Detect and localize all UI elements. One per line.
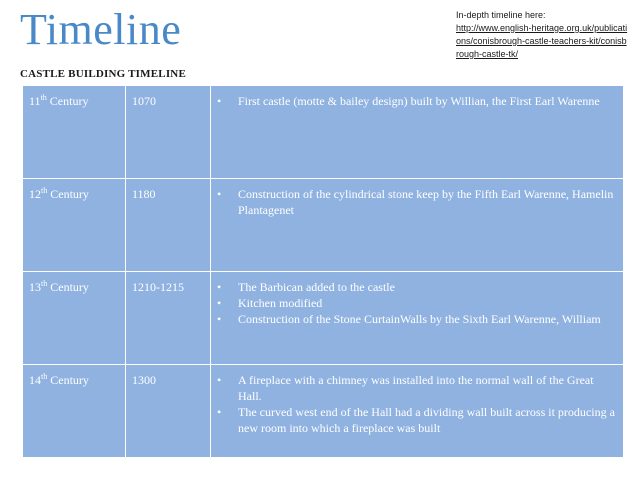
century-suffix: th: [41, 279, 48, 288]
timeline-row: [23, 365, 624, 458]
events-cell: [211, 365, 624, 458]
century-cell: [23, 272, 126, 365]
event-item: [217, 404, 617, 436]
century-word: Century: [50, 280, 89, 294]
note-label: In-depth timeline here:: [456, 10, 546, 20]
event-text: Construction of the Stone CurtainWalls by the Sixth Earl Warenne, William: [238, 312, 601, 326]
event-item: [217, 372, 617, 404]
page-title: Timeline: [20, 5, 182, 54]
century-suffix: th: [41, 372, 48, 381]
event-text: The Barbican added to the castle: [238, 280, 395, 294]
event-item: [217, 311, 617, 327]
century-word: Century: [50, 187, 89, 201]
century-number: 11: [29, 94, 41, 108]
bullet-icon: •: [217, 296, 222, 310]
century-cell: [23, 365, 126, 458]
event-text: The curved west end of the Hall had a dividing wall built across it producing a new room into which a fireplace was built: [238, 405, 615, 435]
bullet-icon: •: [217, 280, 222, 294]
century-number: 12: [29, 187, 41, 201]
century-word: Century: [49, 94, 89, 108]
bullet-icon: •: [217, 94, 222, 108]
event-item: [217, 186, 617, 218]
year-cell: 1300: [126, 365, 211, 458]
events-cell: [211, 86, 624, 179]
events-cell: [211, 179, 624, 272]
event-list: [217, 186, 617, 218]
bullet-icon: •: [217, 405, 222, 419]
event-list: [217, 93, 617, 109]
timeline-body: [23, 86, 624, 458]
event-text: Construction of the cylindrical stone keep by the Fifth Earl Warenne, Hamelin Plantagenet: [238, 187, 614, 217]
timeline-note: [456, 9, 628, 61]
bullet-icon: •: [217, 187, 222, 201]
event-item: [217, 295, 617, 311]
year-cell: 1070: [126, 86, 211, 179]
timeline-row: [23, 272, 624, 365]
event-text: A fireplace with a chimney was installed into the normal wall of the Great Hall.: [238, 373, 594, 403]
page-subtitle: CASTLE BUILDING TIMELINE: [20, 68, 186, 80]
event-text: First castle (motte & bailey design) built by Willian, the First Earl Warenne: [238, 94, 600, 108]
event-list: [217, 279, 617, 327]
century-number: 13: [29, 280, 41, 294]
timeline-table: [22, 85, 624, 458]
timeline-link[interactable]: http://www.english-heritage.org.uk/publications/conisbrough-castle-teachers-kit/conisbrough-castle-tk/: [456, 23, 628, 59]
event-list: [217, 372, 617, 436]
events-cell: [211, 272, 624, 365]
timeline-row: [23, 179, 624, 272]
century-cell: [23, 179, 126, 272]
century-word: Century: [50, 373, 89, 387]
event-item: [217, 93, 617, 109]
timeline-row: [23, 86, 624, 179]
bullet-icon: •: [217, 312, 222, 326]
bullet-icon: •: [217, 373, 222, 387]
century-cell: [23, 86, 126, 179]
century-number: 14: [29, 373, 41, 387]
event-item: [217, 279, 617, 295]
century-suffix: th: [41, 186, 48, 195]
century-suffix: th: [40, 93, 47, 102]
year-cell: 1180: [126, 179, 211, 272]
year-cell: 1210-1215: [126, 272, 211, 365]
event-text: Kitchen modified: [238, 296, 323, 310]
